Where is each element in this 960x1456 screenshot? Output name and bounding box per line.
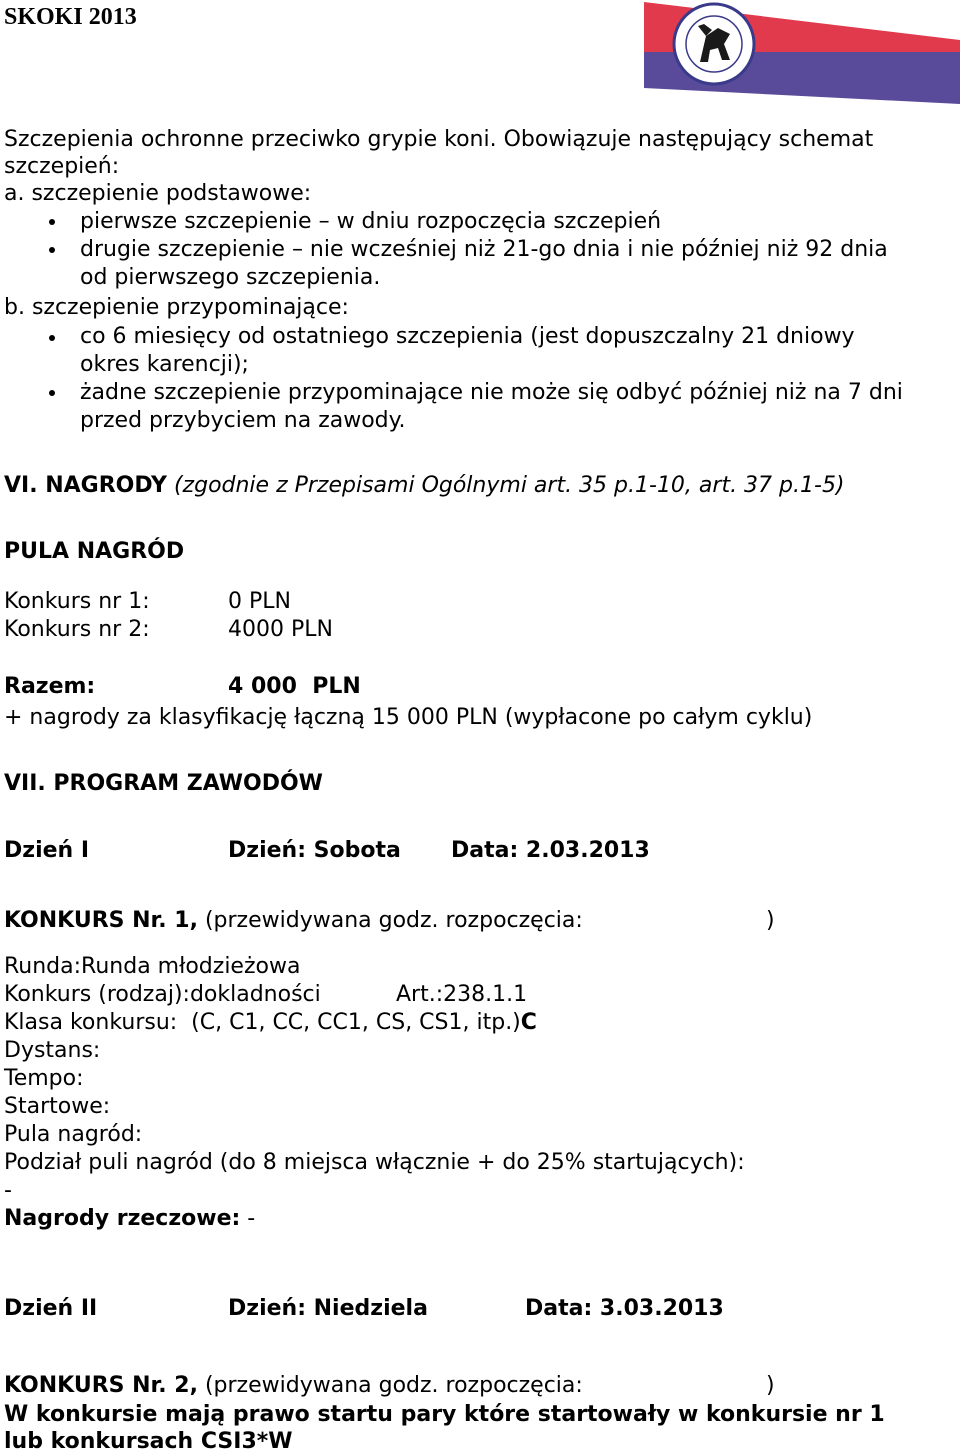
konkurs1-number: KONKURS Nr. 1, — [4, 908, 198, 933]
konkurs1-title-close: ) — [766, 908, 775, 933]
konkurs2-note-line2: lub konkursach CSI3*W — [4, 1429, 293, 1454]
awards-heading — [4, 473, 845, 498]
bullet-icon — [49, 335, 55, 341]
document-title: SKOKI 2013 — [4, 4, 137, 30]
konkurs1-rodzaj: Konkurs (rodzaj):dokladności — [4, 982, 321, 1007]
awards-heading-reference: (zgodnie z Przepisami Ogólnymi art. 35 p.1-10, art. 37 p.1-5) — [173, 473, 845, 498]
konkurs1-dystans: Dystans: — [4, 1038, 101, 1063]
konkurs1-dash: - — [4, 1178, 12, 1203]
total-label: Razem: — [4, 674, 96, 699]
awards-heading-title: VI. NAGRODY — [4, 473, 167, 498]
program-heading: VII. PROGRAM ZAWODÓW — [4, 771, 323, 796]
konkurs1-podzial: Podział puli nagród (do 8 miejsca włącznie + do 25% startujących): — [4, 1150, 745, 1175]
day2-date: Data: 3.03.2013 — [525, 1296, 724, 1321]
total-value: 4 000 PLN — [228, 674, 361, 699]
konkurs2-title-close: ) — [766, 1373, 775, 1398]
logo-flag-icon — [644, 0, 960, 106]
day1-label: Dzień I — [4, 838, 90, 863]
konkurs2-note-line1: W konkursie mają prawo startu pary które startowały w konkursie nr 1 — [4, 1402, 885, 1427]
day2-weekday: Dzień: Niedziela — [228, 1296, 428, 1321]
konkurs1-runda: Runda:Runda młodzieżowa — [4, 954, 301, 979]
bullet-icon — [49, 219, 55, 225]
list-item: drugie szczepienie – nie wcześniej niż 21-go dnia i nie później niż 92 dnia — [80, 237, 888, 262]
konkurs1-pula: Pula nagród: — [4, 1122, 143, 1147]
konkurs1-rzeczowe — [4, 1206, 255, 1231]
bullet-icon — [49, 390, 55, 396]
vaccination-intro-line1: Szczepienia ochronne przeciwko grypie koni. Obowiązuje następujący schemat — [4, 127, 874, 152]
konkurs1-article: Art.:238.1.1 — [396, 982, 528, 1007]
konkurs1-start-time: (przewidywana godz. rozpoczęcia: — [204, 908, 583, 933]
federation-logo — [644, 0, 960, 106]
section-a-heading: a. szczepienie podstawowe: — [4, 181, 312, 206]
prize-row-label: Konkurs nr 2: — [4, 617, 150, 642]
prize-row-label: Konkurs nr 1: — [4, 589, 150, 614]
konkurs1-rzeczowe-value: - — [240, 1206, 256, 1231]
prize-row-value: 0 PLN — [228, 589, 291, 614]
vaccination-intro-line2: szczepień: — [4, 154, 120, 179]
list-item-continuation: od pierwszego szczepienia. — [80, 265, 381, 290]
konkurs2-start-time: (przewidywana godz. rozpoczęcia: — [204, 1373, 583, 1398]
bullet-icon — [49, 247, 55, 253]
day1-weekday: Dzień: Sobota — [228, 838, 401, 863]
list-item: co 6 miesięcy od ostatniego szczepienia (jest dopuszczalny 21 dniowy — [80, 324, 855, 349]
konkurs1-startowe: Startowe: — [4, 1094, 111, 1119]
prize-row-value: 4000 PLN — [228, 617, 333, 642]
konkurs1-tempo: Tempo: — [4, 1066, 84, 1091]
konkurs1-klasa-text: Klasa konkursu: (C, C1, CC, CC1, CS, CS1, itp.) — [4, 1010, 521, 1035]
list-item: pierwsze szczepienie – w dniu rozpoczęcia szczepień — [80, 209, 662, 234]
konkurs1-rzeczowe-label: Nagrody rzeczowe: — [4, 1206, 241, 1231]
konkurs2-title — [4, 1373, 583, 1398]
day2-label: Dzień II — [4, 1296, 98, 1321]
konkurs2-number: KONKURS Nr. 2, — [4, 1373, 198, 1398]
konkurs1-klasa — [4, 1010, 537, 1035]
list-item-continuation: okres karencji); — [80, 352, 249, 377]
section-b-heading: b. szczepienie przypominające: — [4, 295, 349, 320]
list-item-continuation: przed przybyciem na zawody. — [80, 408, 406, 433]
day1-date: Data: 2.03.2013 — [451, 838, 650, 863]
list-item: żadne szczepienie przypominające nie może się odbyć później niż na 7 dni — [80, 380, 903, 405]
konkurs1-klasa-value: C — [520, 1010, 537, 1035]
konkurs1-title — [4, 908, 583, 933]
prize-pool-heading: PULA NAGRÓD — [4, 539, 185, 564]
extra-awards: + nagrody za klasyfikację łączną 15 000 PLN (wypłacone po całym cyklu) — [4, 705, 813, 730]
